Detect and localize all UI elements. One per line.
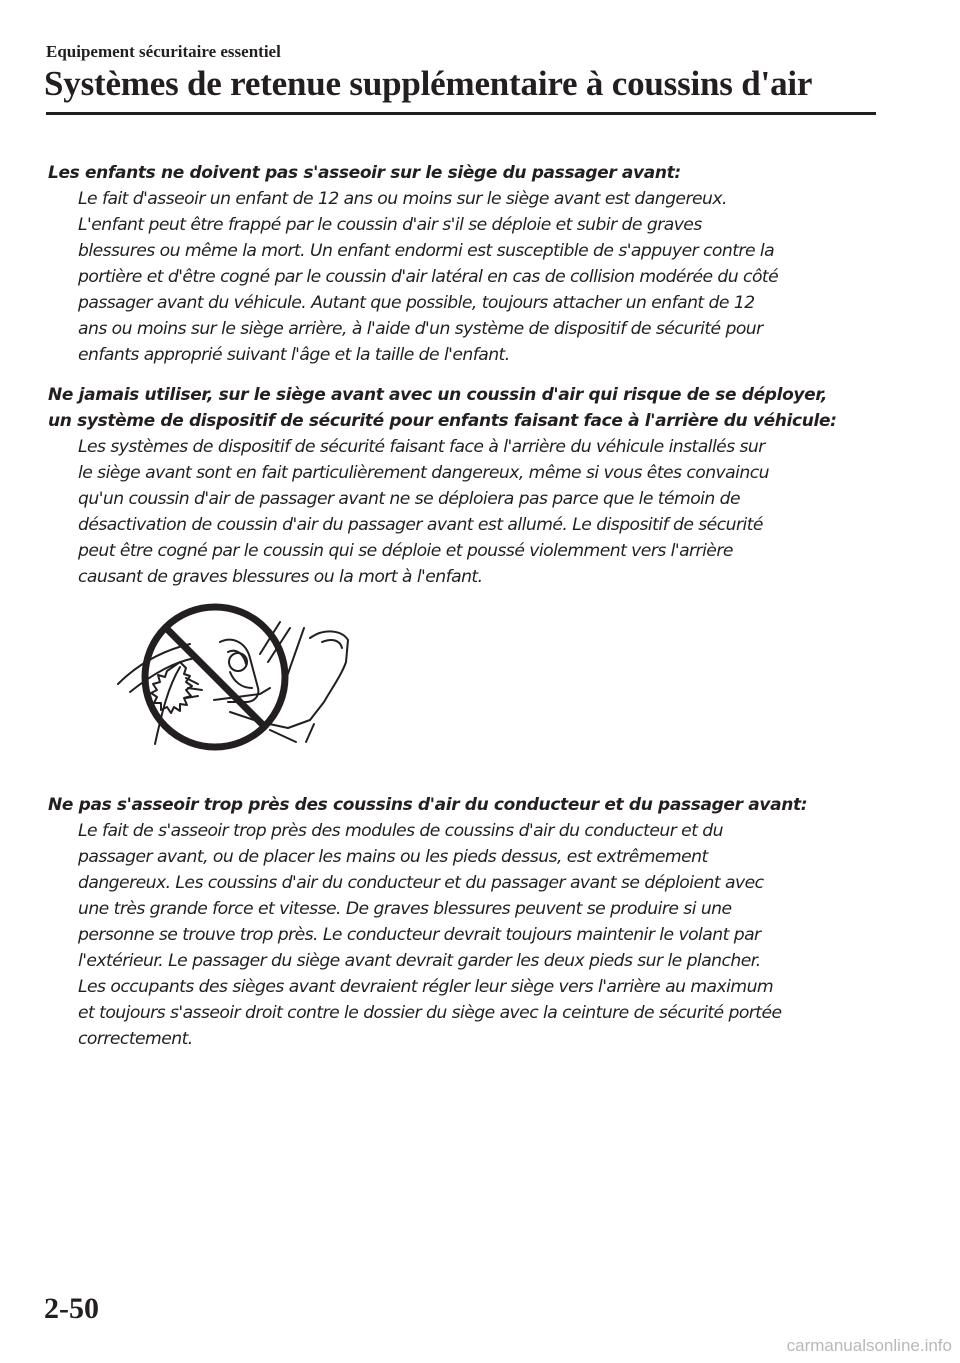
warning-child-front-seat <box>48 160 888 368</box>
warning-rear-facing-seat <box>48 382 888 590</box>
watermark-text: carmanualsonline.info <box>786 1336 952 1355</box>
warning-heading: Ne jamais utiliser, sur le siège avant avec un coussin d'air qui risque de se déployer, un système de dispositif de sécurité pour enfants faisant face à l'arrière du véhicule: <box>48 385 837 431</box>
warning-body: Les systèmes de dispositif de sécurité faisant face à l'arrière du véhicule installés sur le siège avant sont en fait particulièrement dangereux, même si vous êtes convaincu qu'un coussin d'air de passager avant ne se déploiera pas parce que le témoin de désactivation de coussin d'air du passager avant est allumé. Le dispositif de sécurité peut être cogné par le coussin qui se déploie et poussé violemment vers l'arrière causant de graves blessures ou la mort à l'enfant. <box>78 437 769 587</box>
warning-heading: Ne pas s'asseoir trop près des coussins d'air du conducteur et du passager avant: <box>48 795 808 815</box>
warning-heading: Les enfants ne doivent pas s'asseoir sur le siège du passager avant: <box>48 163 681 183</box>
page-title: Systèmes de retenue supplémentaire à coussins d'air <box>44 64 813 103</box>
warning-sit-too-close <box>48 792 888 1052</box>
title-divider <box>46 112 876 115</box>
section-label: Equipement sécuritaire essentiel <box>46 42 281 61</box>
warning-body: Le fait de s'asseoir trop près des modules de coussins d'air du conducteur et du passager avant, ou de placer les mains ou les pieds dessus, est extrêmement dangereux. Les coussins d'air du conducteur et du passager avant se déploient avec une très grande force et vitesse. De graves blessures peuvent se produire si une personne se trouve trop près. Le conducteur devrait toujours maintenir le volant par l'extérieur. Le passager du siège avant devrait garder les deux pieds sur le plancher. Les occupants des sièges avant devraient régler leur siège vers l'arrière au maximum et toujours s'asseoir droit contre le dossier du siège avec la ceinture de sécurité portée correctement. <box>78 821 782 1049</box>
prohibited-rear-facing-child-seat-icon <box>110 592 370 752</box>
warning-body: Le fait d'asseoir un enfant de 12 ans ou moins sur le siège avant est dangereux. L'enfant peut être frappé par le coussin d'air s'il se déploie et subir de graves blessures ou même la mort. Un enfant endormi est susceptible de s'appuyer contre la portière et d'être cogné par le coussin d'air latéral en cas de collision modérée du côté passager avant du véhicule. Autant que possible, toujours attacher un enfant de 12 ans ou moins sur le siège arrière, à l'aide d'un système de dispositif de sécurité pour enfants approprié suivant l'âge et la taille de l'enfant. <box>78 189 779 365</box>
page-number: 2-50 <box>44 1292 99 1325</box>
